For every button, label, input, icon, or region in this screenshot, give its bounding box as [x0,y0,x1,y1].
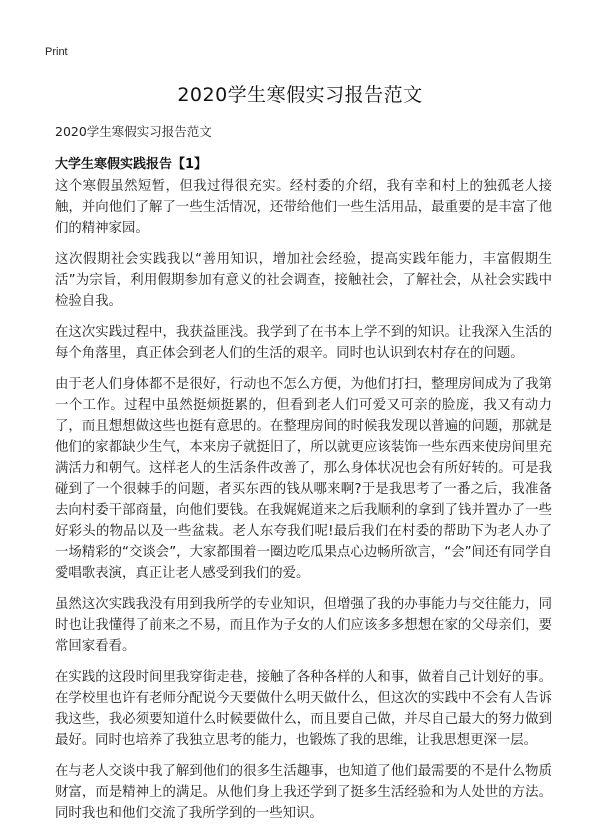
section-heading: 大学生寒假实践报告【1】 [55,157,208,172]
paragraph-3: 在这次实践过程中，我获益匪浅。我学到了在书本上学不到的知识。让我深入生活的每个角落里，真正体会到老人们的生活的艰辛。同时也认识到农村存在的问题。 [55,325,552,361]
paragraph-7: 在与老人交谈中我了解到他们的很多生活趣事，也知道了他们最需要的不是什么物质财富，而是精神上的满足。从他们身上我还学到了挺多生活经验和为人处世的方法。同时我也和他们交流了我所学到的一些知识。 [55,764,552,821]
paragraph-1: 这个寒假虽然短暂，但我过得很充实。经村委的介绍，我有幸和村上的独孤老人接触，并向他们了解了一些生活情况，还带给他们一些生活用品，最重要的是丰富了他们的精神家园。 [55,179,552,236]
paragraph-4: 由于老人们身体都不是很好，行动也不怎么方便，为他们打扫，整理房间成为了我第一个工作。过程中虽然挺烦挺累的，但看到老人们可爱又可亲的脸庞，我又有动力了，而且想想做这些也挺有意思的。在整理房间的时候我发现以普遍的问题，那就是他们的家都缺少生气，本来房子就挺旧了，所以就更应该装饰一些东西来使房间里充满活力和朝气。这样老人的生活条件改善了，那么身体状况也会有所好转的。可是我碰到了一个很棘手的问题，者买东西的钱从哪来啊?于是我思考了一番之后，我准备去向村委干部商量，向他们要钱。在我娓娓道来之后我顺利的拿到了钱并置办了一些好彩头的物品以及一些盆栽。老人东夸我们呢!最后我们在村委的帮助下为老人办了一场精彩的“交谈会”，大家都围着一圈边吃瓜果点心边畅所欲言，“会”间还有同学自愛唱歌表演，真正让老人感受到我们的爱。 [55,377,552,581]
document-subtitle: 2020学生寒假实习报告范文 [55,124,212,139]
paragraph-5: 虽然这次实践我没有用到我所学的专业知识，但增强了我的办事能力与交往能力，同时也让我懂得了前来之不易，而且作为子女的人们应该多多想想在家的父母亲们，要常回家看看。 [55,597,552,654]
paragraph-6: 在实践的这段时间里我穿街走巷，接触了各种各样的人和事，做着自己计划好的事。在学校里也许有老师分配说今天要做什么明天做什么，但这次的实践中不会有人告诉我这些，我必须要知道什么时候要做什么，而且要自己做，并尽自己最大的努力做到最好。同时也培养了我独立思考的能力，也锻炼了我的思维，让我思想更深一层。 [55,670,552,748]
document-title: 2020学生寒假实习报告范文 [177,84,423,106]
paragraph-2: 这次假期社会实践我以“善用知识，增加社会经验，提高实践年能力，丰富假期生活”为宗旨，利用假期参加有意义的社会调查，接触社会，了解社会，从社会实践中检验自我。 [55,252,552,309]
document-body [55,176,552,834]
print-label: Print [45,46,68,58]
